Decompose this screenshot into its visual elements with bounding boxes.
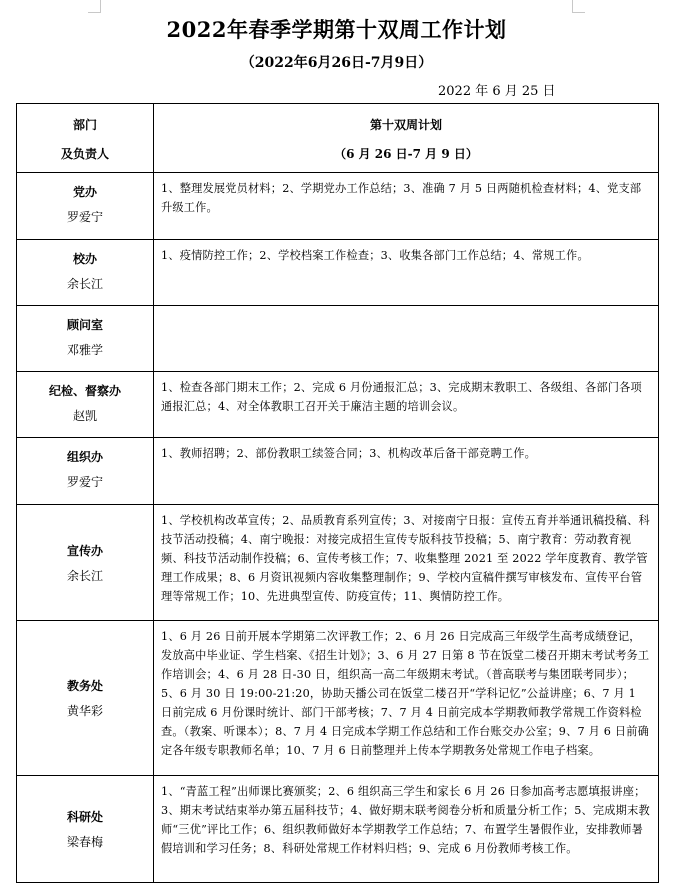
table-row: [17, 240, 659, 306]
dept-head: 梁春梅: [66, 835, 103, 849]
dept-cell: [17, 505, 154, 621]
header-dept-label: 部门: [72, 118, 97, 132]
plan-cell: [154, 306, 659, 372]
dept-cell: [17, 306, 154, 372]
crop-mark-right: [572, 0, 585, 13]
dept-cell: [17, 173, 154, 240]
plan-cell: 1、疫情防控工作；2、学校档案工作检查；3、收集各部门工作总结；4、常规工作。: [154, 240, 659, 306]
table-row: [17, 173, 659, 240]
plan-cell: 1、教师招聘；2、部份教职工续签合同；3、机构改革后备干部竞聘工作。: [154, 438, 659, 505]
dept-head: 黄华彩: [66, 704, 103, 718]
document-date: 2022 年 6 月 25 日: [438, 84, 556, 99]
dept-head: 罗爱宁: [66, 210, 103, 224]
plan-cell: 1、“青蓝工程”出师课比赛颁奖；2、6 组织高三学生和家长 6 月 26 日参加高考志愿填报讲座；3、期末考试结束举办第五届科技节；4、做好期末联考阅卷分析和质量分析工作；5、完成期末教师“三优”评比工作；6、组织教师做好本学期教学工作总结；7、布置学生暑假作业，安排教师暑假培训和学习任务；8、科研处常规工作材料归档；9、完成 6 月份教师考核工作。: [154, 776, 659, 883]
dept-name: 校办: [72, 252, 97, 266]
header-plan-cell: [154, 104, 659, 173]
header-head-label: 及负责人: [60, 147, 109, 161]
dept-cell: [17, 621, 154, 776]
dept-name: 教务处: [66, 679, 103, 693]
work-plan-table: [16, 103, 659, 883]
dept-head: 余长江: [66, 568, 103, 583]
header-plan-label: 第十双周计划: [369, 118, 442, 132]
document-subtitle: （2022年6月26日-7月9日）: [240, 55, 433, 71]
dept-name: 党办: [72, 185, 97, 199]
header-dept-cell: [17, 104, 154, 173]
header-plan-dates: （6 月 26 日-7 月 9 日）: [334, 147, 478, 161]
crop-mark-left: [88, 0, 101, 13]
plan-cell: 1、检查各部门期末工作；2、完成 6 月份通报汇总；3、完成期末教职工、各级组、各部门各项通报汇总；4、对全体教职工召开关于廉洁主题的培训会议。: [154, 372, 659, 438]
table-row: [17, 776, 659, 883]
plan-cell: 1、整理发展党员材料；2、学期党办工作总结；3、准确 7 月 5 日两随机检查材料；4、党支部升级工作。: [154, 173, 659, 240]
dept-cell: [17, 240, 154, 306]
dept-name: 科研处: [66, 810, 103, 824]
document-title: 2022年春季学期第十双周工作计划: [166, 17, 507, 42]
dept-cell: [17, 438, 154, 505]
dept-name: 宣传办: [66, 543, 103, 558]
table-row: [17, 621, 659, 776]
dept-cell: [17, 776, 154, 883]
table-row: [17, 438, 659, 505]
dept-name: 组织办: [66, 450, 103, 464]
dept-head: 罗爱宁: [66, 475, 103, 489]
table-row: [17, 306, 659, 372]
plan-cell: 1、6 月 26 日前开展本学期第二次评教工作；2、6 月 26 日完成高三年级学生高考成绩登记，发放高中毕业证、学生档案、《招生计划》；3、6 月 27 日第 8 节在饭堂二楼召开期末考试考务工作培训会；4、6 月 28 日-30 日，组织高一高二年级期末考试。（普高联考与集团联考同步）；5、6 月 30 日 19:00-21:20，协助天播公司在饭堂二楼召开“学科记忆”公益讲座；6、7 月 1 日前完成 6 月份课时统计、部门干部考核；7、7 月 4 日前完成本学期教师教学常规工作资料检查。（教案、听课本）；8、7 月 4 日完成本学期工作总结和工作台账交办公室；9、7 月 6 日前确定各年级专职教师名单；10、7 月 6 日前整理并上传本学期教务处常规工作电子档案。: [154, 621, 659, 776]
dept-head: 赵凯: [72, 409, 97, 423]
dept-name: 纪检、督察办: [48, 384, 121, 398]
dept-head: 邓雅学: [66, 343, 103, 357]
dept-cell: [17, 372, 154, 438]
dept-name: 顾问室: [66, 318, 103, 332]
plan-cell: 1、学校机构改革宣传；2、品质教育系列宣传；3、对接南宁日报：宣传五育并举通讯稿投稿、科技节活动投稿；4、南宁晚报：对接完成招生宣传专版科技节投稿；5、南宁教育：劳动教育视频、科技节活动制作投稿；6、宣传考核工作；7、收集整理 2021 至 2022 学年度教育、教学管理工作成果；8、6 月资讯视频内容收集整理制作；9、学校内宣稿件撰写审核发布、宣传平台管理等常规工作；10、先进典型宣传、防疫宣传；11、舆情防控工作。: [154, 505, 659, 621]
table-header-row: [17, 104, 659, 173]
dept-head: 余长江: [66, 277, 103, 291]
table-row: [17, 372, 659, 438]
table-row: [17, 505, 659, 621]
